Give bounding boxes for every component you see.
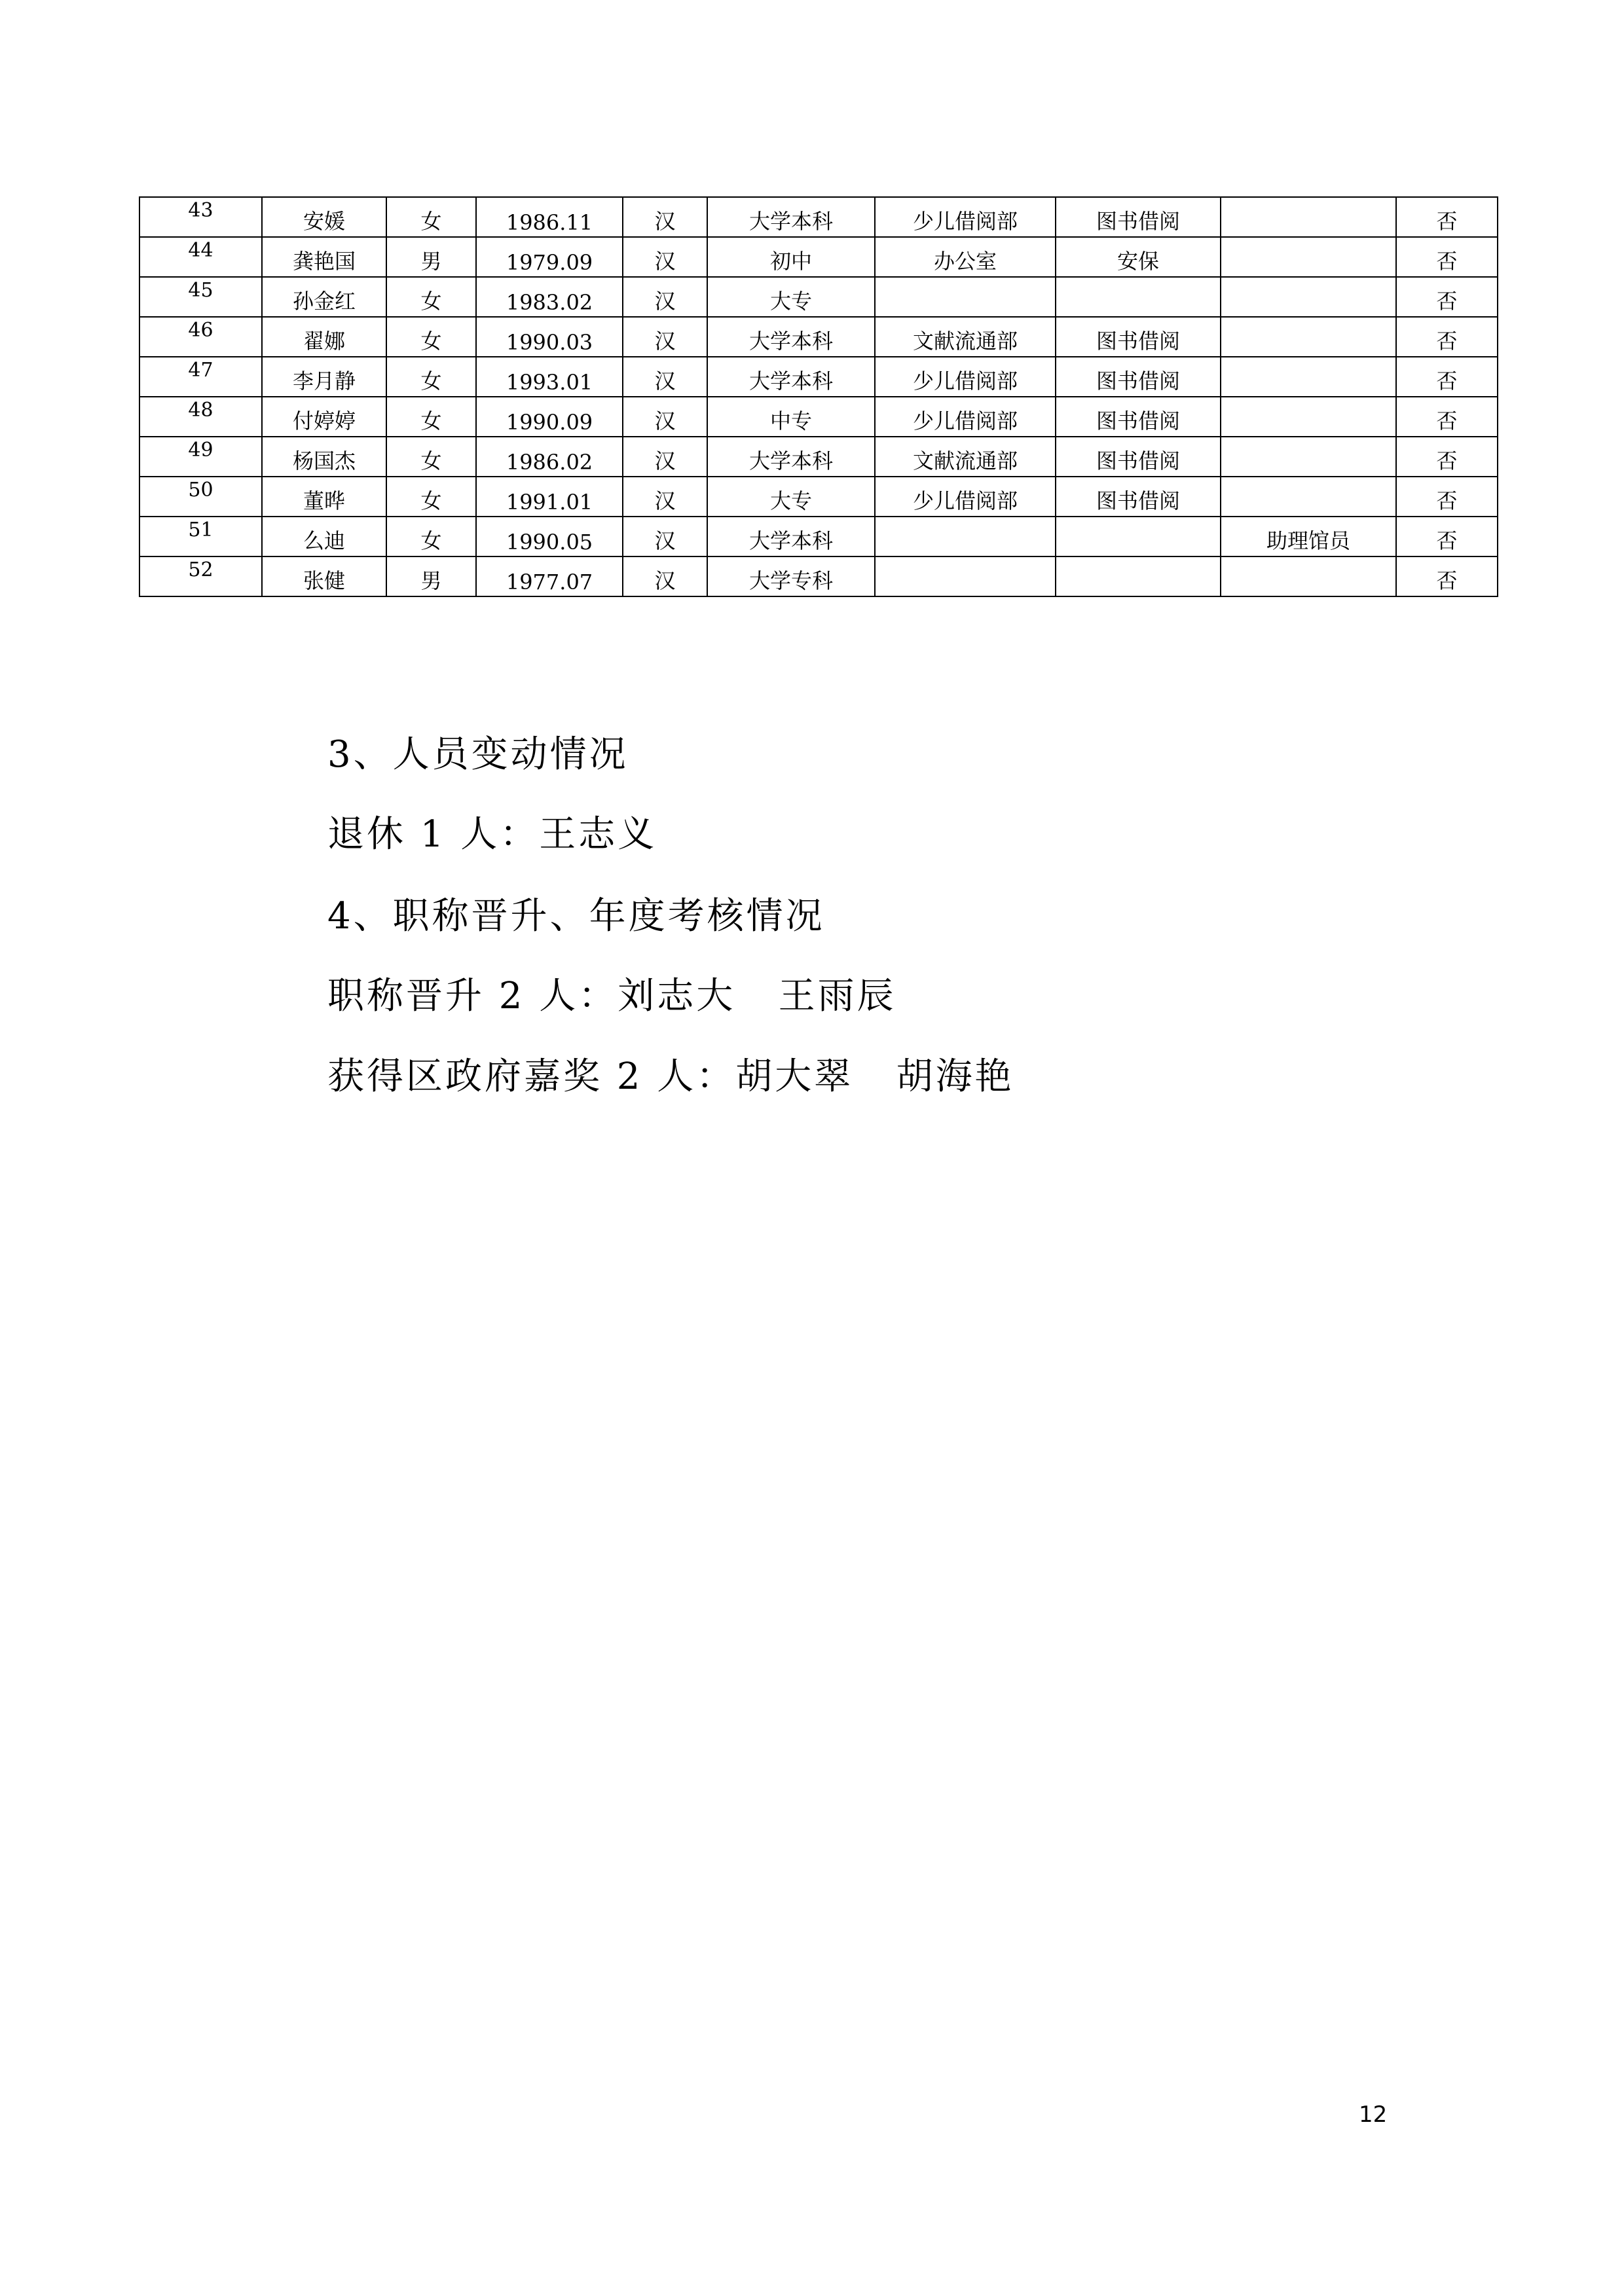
cell-ethnicity: 汉 [623,317,707,357]
table-row [139,237,1498,277]
cell-no: 50 [139,477,262,517]
table-row [139,277,1498,317]
table-row [139,477,1498,517]
staff-table [139,196,1498,597]
cell-name: 张健 [262,556,386,596]
table-row [139,556,1498,596]
cell-department: 少儿借阅部 [875,397,1056,437]
cell-position: 图书借阅 [1056,397,1221,437]
page-number: 12 [1359,2102,1388,2128]
cell-name: 龚艳国 [262,237,386,277]
cell-name: 孙金红 [262,277,386,317]
table-row [139,197,1498,237]
retirement-text: 退休 1 人：王志义 [327,813,657,856]
cell-gender: 女 [386,477,476,517]
cell-flag: 否 [1396,237,1498,277]
cell-ethnicity: 汉 [623,477,707,517]
cell-ethnicity: 汉 [623,397,707,437]
cell-education: 大专 [707,477,875,517]
table-row [139,317,1498,357]
cell-gender: 女 [386,357,476,397]
cell-ethnicity: 汉 [623,517,707,556]
cell-flag: 否 [1396,357,1498,397]
cell-birth: 1979.09 [476,237,623,277]
cell-department: 文献流通部 [875,437,1056,477]
cell-birth: 1990.09 [476,397,623,437]
cell-title [1221,437,1396,477]
cell-education: 中专 [707,397,875,437]
cell-no: 49 [139,437,262,477]
cell-gender: 女 [386,277,476,317]
cell-name: 翟娜 [262,317,386,357]
cell-education: 大学本科 [707,437,875,477]
cell-no: 43 [139,197,262,237]
cell-position [1056,556,1221,596]
cell-name: 董晔 [262,477,386,517]
cell-ethnicity: 汉 [623,556,707,596]
cell-position: 图书借阅 [1056,197,1221,237]
cell-department: 办公室 [875,237,1056,277]
cell-position [1056,277,1221,317]
cell-title [1221,556,1396,596]
cell-position: 图书借阅 [1056,317,1221,357]
cell-gender: 女 [386,317,476,357]
cell-education: 初中 [707,237,875,277]
cell-gender: 男 [386,237,476,277]
promotion-heading: 4、职称晋升、年度考核情况 [327,895,825,938]
cell-gender: 女 [386,437,476,477]
cell-position: 图书借阅 [1056,477,1221,517]
cell-ethnicity: 汉 [623,197,707,237]
changes-heading: 3、人员变动情况 [327,733,629,776]
table-row [139,517,1498,556]
cell-department: 少儿借阅部 [875,477,1056,517]
cell-education: 大学本科 [707,317,875,357]
cell-ethnicity: 汉 [623,237,707,277]
cell-ethnicity: 汉 [623,357,707,397]
cell-ethnicity: 汉 [623,437,707,477]
cell-flag: 否 [1396,556,1498,596]
cell-education: 大学本科 [707,517,875,556]
cell-department [875,556,1056,596]
cell-birth: 1986.11 [476,197,623,237]
cell-name: 安媛 [262,197,386,237]
cell-education: 大学本科 [707,197,875,237]
cell-title [1221,277,1396,317]
cell-title [1221,197,1396,237]
cell-gender: 女 [386,397,476,437]
cell-department: 文献流通部 [875,317,1056,357]
cell-no: 52 [139,556,262,596]
cell-flag: 否 [1396,317,1498,357]
cell-flag: 否 [1396,277,1498,317]
cell-position: 图书借阅 [1056,437,1221,477]
cell-flag: 否 [1396,397,1498,437]
cell-birth: 1983.02 [476,277,623,317]
cell-title [1221,397,1396,437]
cell-department [875,277,1056,317]
cell-education: 大专 [707,277,875,317]
cell-title: 助理馆员 [1221,517,1396,556]
cell-title [1221,357,1396,397]
cell-position: 安保 [1056,237,1221,277]
cell-name: 付婷婷 [262,397,386,437]
cell-name: 李月静 [262,357,386,397]
cell-gender: 男 [386,556,476,596]
cell-flag: 否 [1396,197,1498,237]
cell-gender: 女 [386,517,476,556]
cell-position [1056,517,1221,556]
promotion-text: 职称晋升 2 人：刘志大 王雨辰 [327,975,896,1017]
table-row [139,357,1498,397]
cell-title [1221,317,1396,357]
cell-education: 大学本科 [707,357,875,397]
table-row [139,397,1498,437]
cell-birth: 1986.02 [476,437,623,477]
cell-department: 少儿借阅部 [875,357,1056,397]
table-body [139,197,1498,596]
cell-title [1221,477,1396,517]
cell-no: 44 [139,237,262,277]
cell-department [875,517,1056,556]
cell-no: 51 [139,517,262,556]
cell-birth: 1990.05 [476,517,623,556]
cell-birth: 1990.03 [476,317,623,357]
cell-department: 少儿借阅部 [875,197,1056,237]
cell-birth: 1993.01 [476,357,623,397]
cell-flag: 否 [1396,477,1498,517]
cell-flag: 否 [1396,517,1498,556]
cell-birth: 1991.01 [476,477,623,517]
cell-name: 杨国杰 [262,437,386,477]
cell-position: 图书借阅 [1056,357,1221,397]
cell-gender: 女 [386,197,476,237]
cell-name: 么迪 [262,517,386,556]
cell-flag: 否 [1396,437,1498,477]
cell-ethnicity: 汉 [623,277,707,317]
cell-no: 46 [139,317,262,357]
table-row [139,437,1498,477]
cell-no: 48 [139,397,262,437]
award-text: 获得区政府嘉奖 2 人：胡大翠 胡海艳 [327,1055,1014,1098]
cell-no: 45 [139,277,262,317]
cell-birth: 1977.07 [476,556,623,596]
cell-education: 大学专科 [707,556,875,596]
cell-title [1221,237,1396,277]
cell-no: 47 [139,357,262,397]
